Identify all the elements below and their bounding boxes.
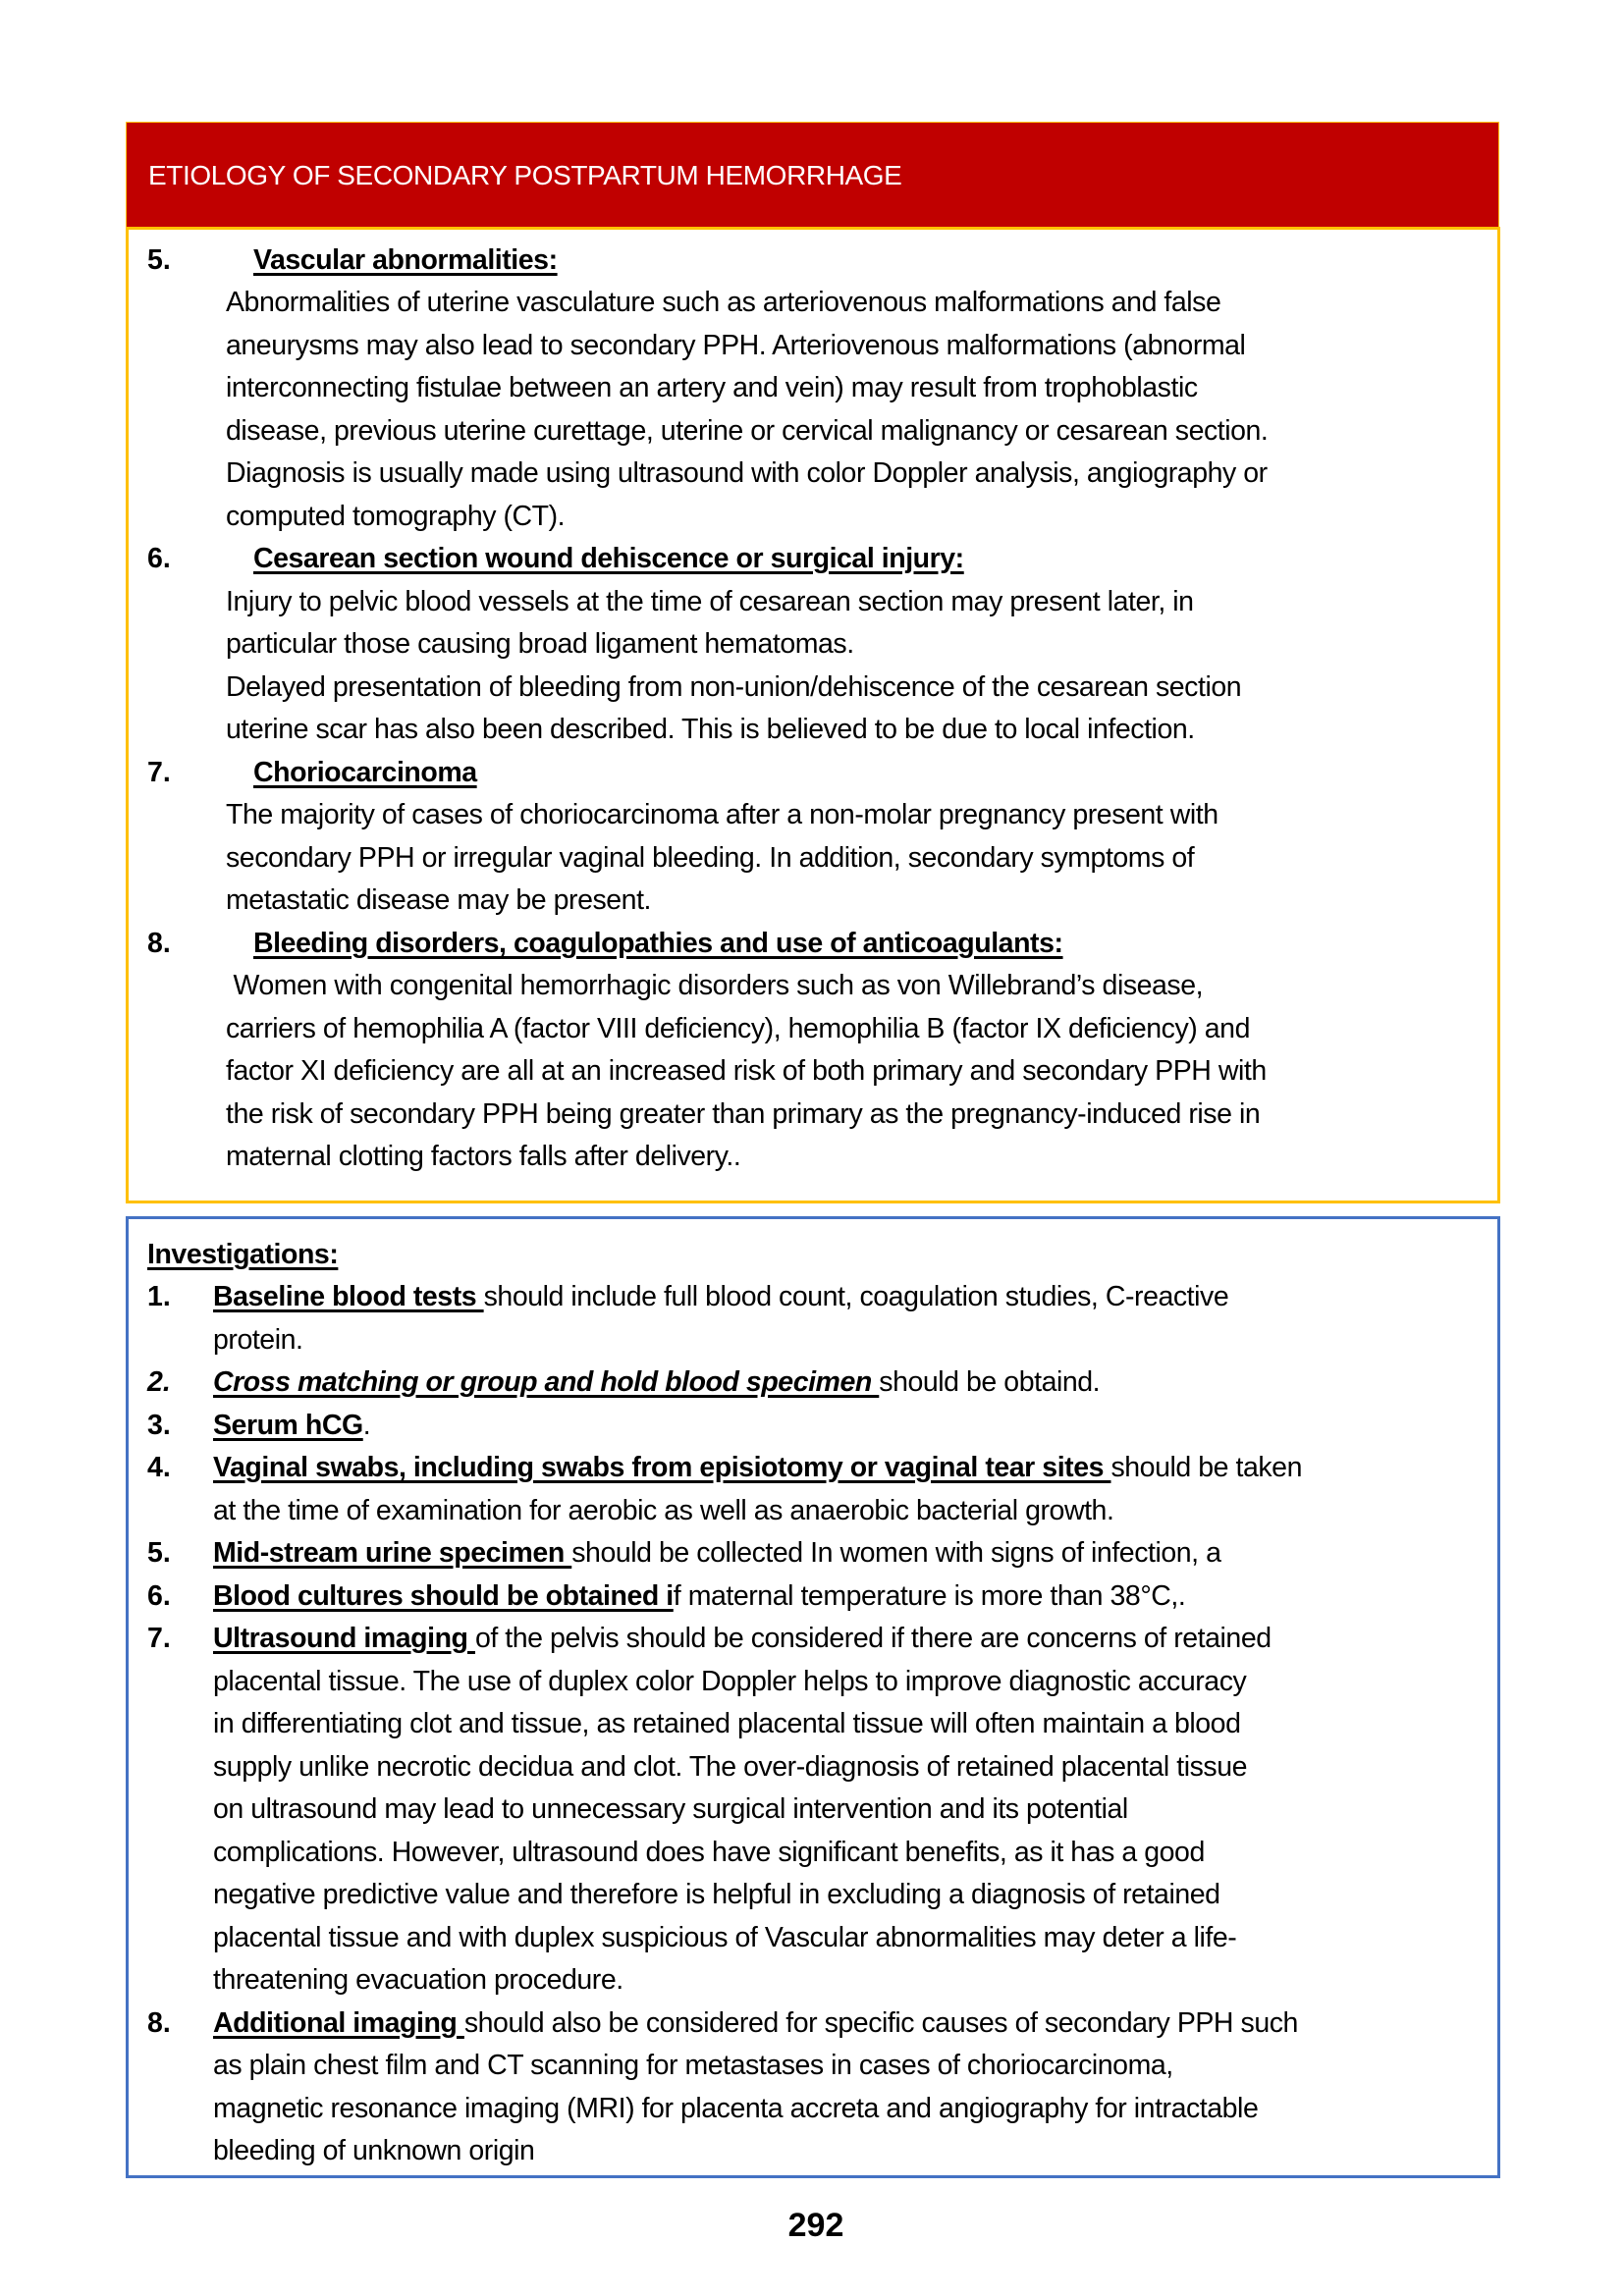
item-number: 8. [147, 928, 171, 959]
item-rest: should include full blood count, coagulation studies, C-reactive [483, 1281, 1229, 1312]
investigation-item-blood-cultures [213, 1575, 1185, 1619]
investigation-item-urine-specimen [213, 1532, 1220, 1575]
item-number: 6. [147, 543, 171, 574]
item-text-line: in differentiating clot and tissue, as retained placental tissue will often maintain a blood [213, 1708, 1241, 1739]
item-text-line: disease, previous uterine curettage, uterine or cervical malignancy or cesarean section. [226, 415, 1269, 447]
item-text-line: negative predictive value and therefore is helpful in excluding a diagnosis of retained [213, 1879, 1220, 1910]
item-text-line: complications. However, ultrasound does have significant benefits, as it has a good [213, 1837, 1205, 1868]
item-text-line: at the time of examination for aerobic as well as anaerobic bacterial growth. [213, 1495, 1114, 1526]
item-lead: Vaginal swabs, including swabs from episiotomy or vaginal tear sites [213, 1452, 1111, 1483]
item-title: Bleeding disorders, coagulopathies and use of anticoagulants: [253, 928, 1063, 959]
item-text-line: uterine scar has also been described. This is believed to be due to local infection. [226, 714, 1195, 745]
item-number: 5. [147, 244, 171, 276]
item-text-line: The majority of cases of choriocarcinoma after a non-molar pregnancy present with [226, 799, 1218, 830]
item-number: 4. [147, 1452, 171, 1483]
item-text-line: Women with congenital hemorrhagic disorders such as von Willebrand’s disease, [226, 970, 1204, 1001]
item-text-line: secondary PPH or irregular vaginal bleeding. In addition, secondary symptoms of [226, 842, 1195, 874]
item-text-line: placental tissue and with duplex suspicious of Vascular abnormalities may deter a life- [213, 1922, 1237, 1953]
item-number: 7. [147, 1623, 171, 1654]
investigation-item-additional-imaging [213, 2002, 1298, 2046]
section-title: ETIOLOGY OF SECONDARY POSTPARTUM HEMORRHAGE [148, 160, 902, 190]
item-text-line: on ultrasound may lead to unnecessary surgical intervention and its potential [213, 1793, 1128, 1825]
item-text-line: factor XI deficiency are all at an increased risk of both primary and secondary PPH with [226, 1055, 1267, 1087]
item-text-line: carriers of hemophilia A (factor VIII deficiency), hemophilia B (factor IX deficiency) and [226, 1013, 1250, 1044]
item-text-line: maternal clotting factors falls after delivery.. [226, 1141, 741, 1172]
item-title: Vascular abnormalities: [253, 244, 558, 276]
item-text-line: the risk of secondary PPH being greater than primary as the pregnancy-induced rise in [226, 1098, 1261, 1130]
item-lead: Serum hCG [213, 1410, 363, 1441]
item-number: 2. [147, 1366, 171, 1398]
item-text-line: placental tissue. The use of duplex color Doppler helps to improve diagnostic accuracy [213, 1666, 1247, 1697]
item-rest: should also be considered for specific causes of secondary PPH such [463, 2007, 1298, 2039]
page-number: 292 [787, 2207, 844, 2244]
item-text-line: metastatic disease may be present. [226, 884, 652, 916]
item-text-line: as plain chest film and CT scanning for metastases in cases of choriocarcinoma, [213, 2050, 1173, 2081]
investigation-item-serum-hcg [213, 1405, 370, 1448]
item-text-line: Abnormalities of uterine vasculature such as arteriovenous malformations and false [226, 287, 1221, 318]
item-lead: Ultrasound imaging [213, 1623, 475, 1654]
item-number: 3. [147, 1410, 171, 1441]
item-text-line: protein. [213, 1324, 303, 1356]
investigation-item-vaginal-swabs [213, 1447, 1302, 1490]
item-rest: f maternal temperature is more than 38°C,. [673, 1580, 1186, 1612]
item-rest: of the pelvis should be considered if there are concerns of retained [474, 1623, 1272, 1654]
item-lead: Mid-stream urine specimen [213, 1537, 572, 1569]
item-text-line: Diagnosis is usually made using ultrasound with color Doppler analysis, angiography or [226, 457, 1268, 489]
item-lead: Blood cultures should be obtained i [213, 1580, 674, 1612]
item-text-line: supply unlike necrotic decidua and clot. The over-diagnosis of retained placental tissue [213, 1751, 1248, 1783]
item-number: 5. [147, 1537, 171, 1569]
item-number: 6. [147, 1580, 171, 1612]
item-number: 7. [147, 757, 171, 788]
item-text-line: magnetic resonance imaging (MRI) for placenta accreta and angiography for intractable [213, 2093, 1259, 2124]
item-text-line: computed tomography (CT). [226, 501, 566, 532]
item-text-line: aneurysms may also lead to secondary PPH. Arteriovenous malformations (abnormal [226, 330, 1246, 361]
item-text-line: Injury to pelvic blood vessels at the time of cesarean section may present later, in [226, 586, 1194, 617]
item-text-line: interconnecting fistulae between an artery and vein) may result from trophoblastic [226, 372, 1198, 403]
item-rest: . [362, 1410, 371, 1441]
item-rest: should be collected In women with signs of infection, a [571, 1537, 1221, 1569]
section-header [126, 122, 1499, 228]
item-number: 1. [147, 1281, 171, 1312]
investigation-item-baseline-blood-tests [213, 1276, 1228, 1319]
item-title: Choriocarcinoma [253, 757, 477, 788]
investigation-item-ultrasound [213, 1618, 1272, 1661]
item-lead: Additional imaging [213, 2007, 464, 2039]
item-rest: should be taken [1110, 1452, 1302, 1483]
item-number: 8. [147, 2007, 171, 2039]
investigation-item-cross-matching [213, 1362, 1100, 1405]
item-rest: should be obtaind. [879, 1366, 1101, 1398]
item-text-line: bleeding of unknown origin [213, 2135, 535, 2166]
investigations-heading: Investigations: [147, 1239, 339, 1270]
item-text-line: threatening evacuation procedure. [213, 1964, 623, 1996]
item-title: Cesarean section wound dehiscence or surgical injury: [253, 543, 964, 574]
item-lead: Baseline blood tests [213, 1281, 484, 1312]
item-text-line: particular those causing broad ligament hematomas. [226, 628, 854, 660]
item-text-line: Delayed presentation of bleeding from non-union/dehiscence of the cesarean section [226, 671, 1242, 703]
item-lead: Cross matching or group and hold blood specimen [213, 1366, 880, 1398]
